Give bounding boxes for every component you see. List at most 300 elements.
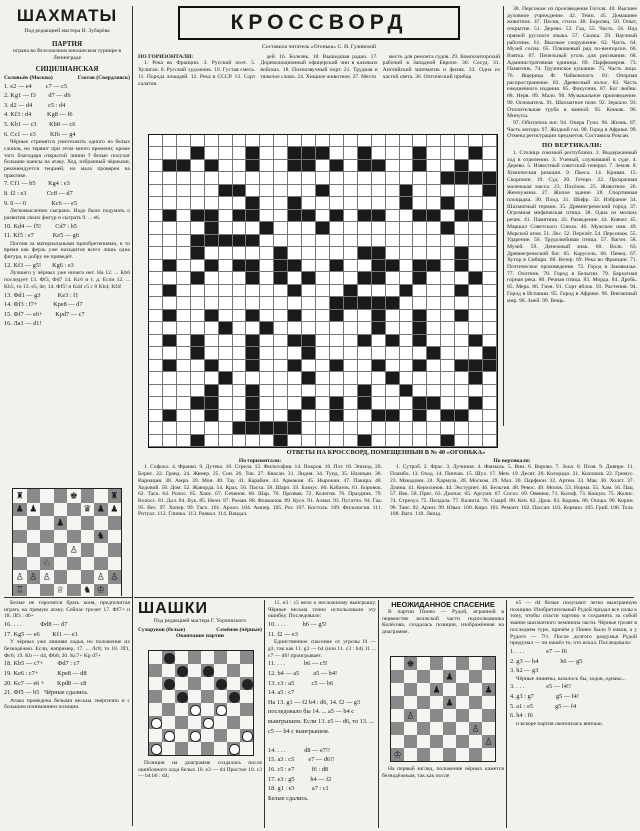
- chess-diagram: [12, 488, 122, 596]
- crossword-cell: [191, 297, 205, 309]
- crossword-cell: [177, 272, 191, 284]
- crossword-cell: [205, 335, 219, 347]
- crossword-cell: [483, 160, 497, 172]
- chess-piece-icon: ♔: [393, 749, 402, 759]
- board-square: [404, 709, 417, 722]
- crossword-black-cell: [163, 160, 177, 172]
- crossword-black-cell: [219, 322, 233, 334]
- crossword-cell: [427, 135, 441, 147]
- crossword-cell: [260, 235, 274, 247]
- crossword-cell: [302, 385, 316, 397]
- board-square: [67, 530, 81, 544]
- answers-down-heading: По вертикали:: [493, 457, 531, 464]
- crossword-cell: [330, 435, 344, 447]
- crossword-cell: [344, 197, 358, 209]
- black-checker-icon: [177, 692, 187, 702]
- crossword-black-cell: [191, 247, 205, 259]
- moves-block: 1. e2 — e4 c7 — c5 2. Kg1 — f3 d7 — d6 3. d2 — d4 c5 : d4 4. Kf3 : d4 Kg8 — f6 5. Kb1 — c3 Kb8 — c6 6. Cc1 — e3 Kf6 — g4: [4, 82, 76, 138]
- board-square: [391, 657, 404, 670]
- crossword-black-cell: [205, 410, 219, 422]
- crossword-cell: [344, 372, 358, 384]
- crossword-cell: [149, 410, 163, 422]
- crossword-cell: [316, 385, 330, 397]
- crossword-cell: [219, 197, 233, 209]
- moves-block: 16. . . . Фd8 — d7 17. Kg5 — e6 Kf1 — e3: [4, 621, 78, 638]
- board-square: [469, 748, 482, 761]
- crossword-black-cell: [288, 422, 302, 434]
- crossword-cell: [246, 222, 260, 234]
- crossword-cell: [219, 347, 233, 359]
- column-rule: [378, 600, 379, 828]
- board-square: [201, 651, 214, 664]
- crossword-cell: [441, 272, 455, 284]
- crossword-cell: [386, 272, 400, 284]
- crossword-black-cell: [246, 360, 260, 372]
- crossword-cell: [386, 435, 400, 447]
- crossword-black-cell: [427, 397, 441, 409]
- crossword-cell: [177, 397, 191, 409]
- board-square: [214, 716, 227, 729]
- crossword-cell: [344, 172, 358, 184]
- crossword-black-cell: [246, 197, 260, 209]
- board-square: [108, 516, 122, 530]
- crossword-cell: [205, 147, 219, 159]
- chess-piece-icon: ♙: [15, 571, 24, 582]
- crossword-cell: [469, 135, 483, 147]
- board-square: [149, 651, 162, 664]
- crossword-cell: [316, 297, 330, 309]
- crossword-cell: [302, 260, 316, 272]
- crossword-cell: [149, 310, 163, 322]
- board-square: [54, 503, 68, 517]
- crossword-cell: [288, 435, 302, 447]
- crossword-cell: [455, 372, 469, 384]
- crossword-black-cell: [288, 285, 302, 297]
- crossword-black-cell: [246, 147, 260, 159]
- board-square: [404, 748, 417, 761]
- crossword-cell: [441, 335, 455, 347]
- crossword-cell: [302, 322, 316, 334]
- crossword-cell: [358, 135, 372, 147]
- crossword-cell: [358, 260, 372, 272]
- crossword-cell: [441, 147, 455, 159]
- crossword-cell: [233, 172, 247, 184]
- crossword-black-cell: [358, 160, 372, 172]
- crossword-cell: [246, 135, 260, 147]
- crossword-cell: [233, 247, 247, 259]
- board-square: [162, 651, 175, 664]
- crossword-cell: [191, 310, 205, 322]
- crossword-black-cell: [441, 197, 455, 209]
- crossword-black-cell: [413, 335, 427, 347]
- crossword-black-cell: [483, 172, 497, 184]
- across-clues: место для ремонта судов. 29. Композиторский рабочий в Западной Европе. 30. Сосуд. 31. Английский математик и физик. 33. Одна из частей света. 36. Оптический прибор.: [382, 53, 500, 80]
- crossword-cell: [441, 260, 455, 272]
- crossword-cell: [149, 360, 163, 372]
- crossword-cell: [163, 435, 177, 447]
- crossword-cell: [191, 197, 205, 209]
- crossword-black-cell: [358, 297, 372, 309]
- chess-piece-icon: ♞: [83, 584, 92, 595]
- crossword-cell: [455, 147, 469, 159]
- crossword-black-cell: [455, 172, 469, 184]
- crossword-cell: [316, 410, 330, 422]
- crossword-cell: [260, 260, 274, 272]
- crossword-cell: [400, 360, 414, 372]
- crossword-cell: [260, 247, 274, 259]
- crossword-black-cell: [316, 185, 330, 197]
- crossword-black-cell: [191, 347, 205, 359]
- column-rule: [132, 6, 133, 826]
- draughts-caption: Позиция на диаграмме создалась после ошибочного хода белых 10. e3 — d4 Простое 10. c3 — b4 b6 : d4;: [138, 760, 262, 780]
- crossword-cell: [302, 435, 316, 447]
- crossword-cell: [177, 360, 191, 372]
- crossword-cell: [372, 222, 386, 234]
- board-square: [227, 729, 240, 742]
- crossword-cell: [288, 272, 302, 284]
- across-clues-continued: 97. Обитатель ног. 94. Опера Гуно. 96. Жизнь. 87. Часть мотора. 97. Жидкий газ. 98. Город в Африке. 99. Отмена регистрации предметов. Составила Роксан.: [507, 119, 637, 140]
- crossword-black-cell: [288, 310, 302, 322]
- board-square: [108, 557, 122, 571]
- crossword-black-cell: [386, 410, 400, 422]
- board-square: [240, 664, 253, 677]
- crossword-cell: [274, 372, 288, 384]
- board-square: [175, 729, 188, 742]
- crossword-cell: [205, 272, 219, 284]
- crossword-cell: [260, 147, 274, 159]
- crossword-black-cell: [386, 260, 400, 272]
- draughts-text: 11. e3 : c5 вело к несложному выигрышу. Чёрные весьма точно использовали эту ошибку. Последовало:: [268, 600, 376, 620]
- crossword-cell: [233, 297, 247, 309]
- board-square: [214, 690, 227, 703]
- crossword-cell: [427, 272, 441, 284]
- board-square: [456, 748, 469, 761]
- crossword-cell: [260, 435, 274, 447]
- black-checker-icon: [164, 679, 174, 689]
- crossword-cell: [302, 310, 316, 322]
- crossword-black-cell: [372, 360, 386, 372]
- crossword-black-cell: [469, 335, 483, 347]
- crossword-cell: [163, 147, 177, 159]
- crossword-cell: [274, 322, 288, 334]
- crossword-cell: [233, 372, 247, 384]
- crossword-cell: [330, 347, 344, 359]
- crossword-black-cell: [205, 235, 219, 247]
- board-square: [40, 570, 54, 584]
- chess-piece-icon: ♙: [69, 544, 78, 555]
- crossword-cell: [413, 422, 427, 434]
- draughts-black: Семёнов (чёрные): [216, 626, 262, 633]
- crossword-cell: [191, 322, 205, 334]
- crossword-cell: [372, 435, 386, 447]
- problem-text: e5 — d4 белые получают легко выигранную позицию. Изобретательный Рудой придал все силы к тому, чтобы спасти партию и сохранить за собой звание шахматного чемпиона части. Чёрные грозят в последнем туре, причём у Пинео было 9 очков, а у Рудого — 7½. После долгого раздумья Рудой придумал — он нашёл то, что искал. Последовало:: [510, 600, 637, 647]
- crossword-cell: [386, 235, 400, 247]
- crossword-cell: [177, 372, 191, 384]
- crossword-black-cell: [455, 360, 469, 372]
- board-square: [188, 729, 201, 742]
- crossword-black-cell: [455, 310, 469, 322]
- crossword-cell: [400, 372, 414, 384]
- crossword-cell: [205, 422, 219, 434]
- crossword-black-cell: [427, 210, 441, 222]
- crossword-black-cell: [413, 322, 427, 334]
- moves-block: 3. . . . e5 — f4!! 4. g3 : g7 g5 — f4! 5. a1 : e5 g5 — f4 6. h4 : f6: [510, 683, 579, 720]
- crossword-cell: [316, 135, 330, 147]
- board-square: [443, 735, 456, 748]
- crossword-black-cell: [205, 397, 219, 409]
- board-square: [13, 543, 27, 557]
- board-square: [27, 584, 41, 597]
- board-square: [430, 683, 443, 696]
- crossword-cell: [288, 235, 302, 247]
- crossword-black-cell: [358, 335, 372, 347]
- board-square: [443, 657, 456, 670]
- chess-piece-icon: ♞: [96, 530, 105, 541]
- board-square: [404, 670, 417, 683]
- crossword-cell: [330, 222, 344, 234]
- board-square: [469, 657, 482, 670]
- crossword-cell: [163, 385, 177, 397]
- board-square: [456, 696, 469, 709]
- crossword-black-cell: [358, 247, 372, 259]
- crossword-black-cell: [469, 360, 483, 372]
- answers-across-heading: По горизонтали:: [238, 457, 282, 464]
- board-square: [67, 516, 81, 530]
- crossword-cell: [455, 135, 469, 147]
- board-square: [482, 735, 495, 748]
- crossword-cell: [330, 197, 344, 209]
- crossword-cell: [483, 235, 497, 247]
- board-square: [417, 670, 430, 683]
- crossword-black-cell: [372, 410, 386, 422]
- board-square: [54, 489, 68, 503]
- board-square: [391, 683, 404, 696]
- crossword-cell: [427, 147, 441, 159]
- crossword-cell: [288, 185, 302, 197]
- board-square: [162, 664, 175, 677]
- crossword-black-cell: [413, 160, 427, 172]
- board-square: [27, 489, 41, 503]
- board-square: [404, 735, 417, 748]
- crossword-cell: [344, 410, 358, 422]
- crossword-cell: [386, 310, 400, 322]
- across-clues: 1. Река во Франции. 3. Русский поэт. 5. Хулиган. 6. Русский художник. 10. Густая смесь. 11. Порода лошадей. 12. Река в СССР. 13. Сорт салатов.: [138, 60, 256, 87]
- crossword-black-cell: [233, 185, 247, 197]
- white-player: Соловьёв (Москва): [4, 74, 53, 81]
- crossword-black-cell: [358, 435, 372, 447]
- board-square: [469, 709, 482, 722]
- crossword-cell: [386, 160, 400, 172]
- crossword-black-cell: [302, 147, 316, 159]
- board-square: [201, 729, 214, 742]
- crossword-cell: [455, 272, 469, 284]
- crossword-cell: [483, 410, 497, 422]
- down-heading: ПО ВЕРТИКАЛИ:: [541, 142, 603, 150]
- crossword-cell: [177, 185, 191, 197]
- board-square: [482, 722, 495, 735]
- crossword-cell: [163, 347, 177, 359]
- crossword-cell: [219, 172, 233, 184]
- crossword-cell: [205, 172, 219, 184]
- black-checker-icon: [164, 653, 174, 663]
- crossword-cell: [163, 135, 177, 147]
- crossword-cell: [413, 285, 427, 297]
- board-square: [40, 530, 54, 544]
- crossword-cell: [316, 272, 330, 284]
- crossword-black-cell: [205, 360, 219, 372]
- crossword-cell: [413, 247, 427, 259]
- crossword-cell: [246, 372, 260, 384]
- crossword-cell: [177, 297, 191, 309]
- crossword-cell: [483, 147, 497, 159]
- crossword-cell: [427, 247, 441, 259]
- board-square: [40, 543, 54, 557]
- crossword-cell: [483, 310, 497, 322]
- problem-title: НЕОЖИДАННОЕ СПАСЕНИЕ: [391, 600, 495, 609]
- crossword-cell: [163, 185, 177, 197]
- crossword-black-cell: [288, 160, 302, 172]
- board-square: [188, 742, 201, 755]
- crossword-cell: [386, 135, 400, 147]
- crossword-cell: [274, 310, 288, 322]
- crossword-cell: [455, 422, 469, 434]
- board-square: [430, 735, 443, 748]
- board-square: [188, 664, 201, 677]
- crossword-cell: [163, 322, 177, 334]
- crossword-cell: [260, 372, 274, 384]
- board-square: [240, 716, 253, 729]
- crossword-cell: [233, 347, 247, 359]
- crossword-cell: [372, 372, 386, 384]
- board-square: [108, 530, 122, 544]
- crossword-cell: [427, 160, 441, 172]
- answers-header: ОТВЕТЫ НА КРОССВОРД, ПОМЕЩЕННЫЙ В № 40 «ОГОНЬКА»: [286, 450, 486, 456]
- chess-piece-icon: ♟: [29, 503, 38, 514]
- crossword-cell: [219, 297, 233, 309]
- crossword-cell: [400, 260, 414, 272]
- board-square: [108, 503, 122, 517]
- board-square: [149, 677, 162, 690]
- board-square: [214, 729, 227, 742]
- crossword-cell: [302, 197, 316, 209]
- crossword-cell: [274, 235, 288, 247]
- board-square: [240, 651, 253, 664]
- crossword-cell: [400, 347, 414, 359]
- crossword-cell: [386, 285, 400, 297]
- crossword-cell: [469, 297, 483, 309]
- crossword-cell: [260, 297, 274, 309]
- crossword-cell: [149, 385, 163, 397]
- crossword-cell: [149, 135, 163, 147]
- crossword-cell: [316, 260, 330, 272]
- across-heading: ПО ГОРИЗОНТАЛИ:: [138, 53, 194, 60]
- moves-block: 11. . . . b6 — c5! 12. b4 — a5 a5 — b4! 13. c3 : a5 c5 — b6 14. a5 : c7 На 13. g1 — f2 b4 : d6, 14. f2 — g3 последовало бы 14. ... a5 — b4 с выигрышем. Если 13. e5 — d6, то 13. ... c5 — b4 с выигрышем. 14. . . . d8 — e7!! 15. a3 : c5 e7 — d6!! 16. c5 : e7 f6 : d8 17. e3 : g5 h4 — f2 18. g1 : e3 a7 : c1 Белые сдались.: [268, 660, 374, 802]
- across-clues: дей. 16. Болезнь. 18. Вышедшая радио. 17. Дореволюционный офицерский чин в казачьих войсках. 18. Полнозвучный порт. 21. Трудная и тяжелое слово. 24. Хищное животное. 27. Место: [260, 53, 378, 80]
- crossword-black-cell: [330, 310, 344, 322]
- crossword-cell: [260, 172, 274, 184]
- board-square: [162, 729, 175, 742]
- crossword-cell: [455, 347, 469, 359]
- board-square: [482, 657, 495, 670]
- chess-piece-icon: ♟: [432, 684, 441, 694]
- crossword-black-cell: [358, 397, 372, 409]
- chess-piece-icon: ♟: [484, 684, 493, 694]
- board-square: [417, 735, 430, 748]
- crossword-black-cell: [372, 272, 386, 284]
- crossword-cell: [288, 372, 302, 384]
- crossword-cell: [344, 272, 358, 284]
- crossword-cell: [233, 360, 247, 372]
- moves-block: 13. Фd1 — g3 Ke3 : f1 14. Фf3 : f7+ Kpe8 — d7 15. Фf7 — e6+ Kpd7 — c7 16. Ла1 — d1!: [4, 291, 85, 328]
- crossword-black-cell: [219, 235, 233, 247]
- board-square: [417, 722, 430, 735]
- crossword-cell: [344, 185, 358, 197]
- board-square: [27, 516, 41, 530]
- crossword-cell: [455, 322, 469, 334]
- crossword-black-cell: [274, 260, 288, 272]
- board-square: [404, 657, 417, 670]
- crossword-cell: [441, 372, 455, 384]
- crossword-cell: [330, 247, 344, 259]
- crossword-cell: [413, 185, 427, 197]
- board-square: [27, 530, 41, 544]
- crossword-cell: [219, 285, 233, 297]
- crossword-black-cell: [288, 360, 302, 372]
- crossword-cell: [149, 272, 163, 284]
- chess-piece-icon: ♛: [83, 503, 92, 514]
- crossword-cell: [372, 385, 386, 397]
- crossword-cell: [344, 360, 358, 372]
- crossword-cell: [344, 422, 358, 434]
- board-square: [391, 748, 404, 761]
- chess-piece-icon: ♖: [15, 584, 24, 595]
- chess-piece-icon: ♟: [445, 697, 454, 707]
- crossword-cell: [441, 385, 455, 397]
- white-checker-icon: [190, 731, 200, 741]
- crossword-cell: [372, 235, 386, 247]
- crossword-cell: [316, 235, 330, 247]
- party-subtitle: играна во Всесоюзном юношеском турнире в Ленинграде: [12, 48, 122, 61]
- crossword-cell: [177, 385, 191, 397]
- crossword-cell: [219, 435, 233, 447]
- crossword-cell: [205, 185, 219, 197]
- crossword-cell: [358, 360, 372, 372]
- crossword-cell: [330, 272, 344, 284]
- crossword-cell: [288, 172, 302, 184]
- crossword-cell: [483, 135, 497, 147]
- board-square: [27, 570, 41, 584]
- crossword-cell: [372, 197, 386, 209]
- crossword-black-cell: [330, 410, 344, 422]
- crossword-black-cell: [413, 397, 427, 409]
- crossword-cell: [483, 260, 497, 272]
- crossword-cell: [330, 335, 344, 347]
- crossword-black-cell: [302, 347, 316, 359]
- board-square: [67, 489, 81, 503]
- board-square: [443, 748, 456, 761]
- crossword-cell: [191, 260, 205, 272]
- crossword-black-cell: [413, 310, 427, 322]
- crossword-black-cell: [205, 310, 219, 322]
- board-square: [469, 670, 482, 683]
- board-square: [201, 742, 214, 755]
- crossword-black-cell: [358, 272, 372, 284]
- crossword-cell: [149, 197, 163, 209]
- board-square: [391, 709, 404, 722]
- crossword-cell: [260, 285, 274, 297]
- crossword-black-cell: [413, 272, 427, 284]
- board-square: [482, 709, 495, 722]
